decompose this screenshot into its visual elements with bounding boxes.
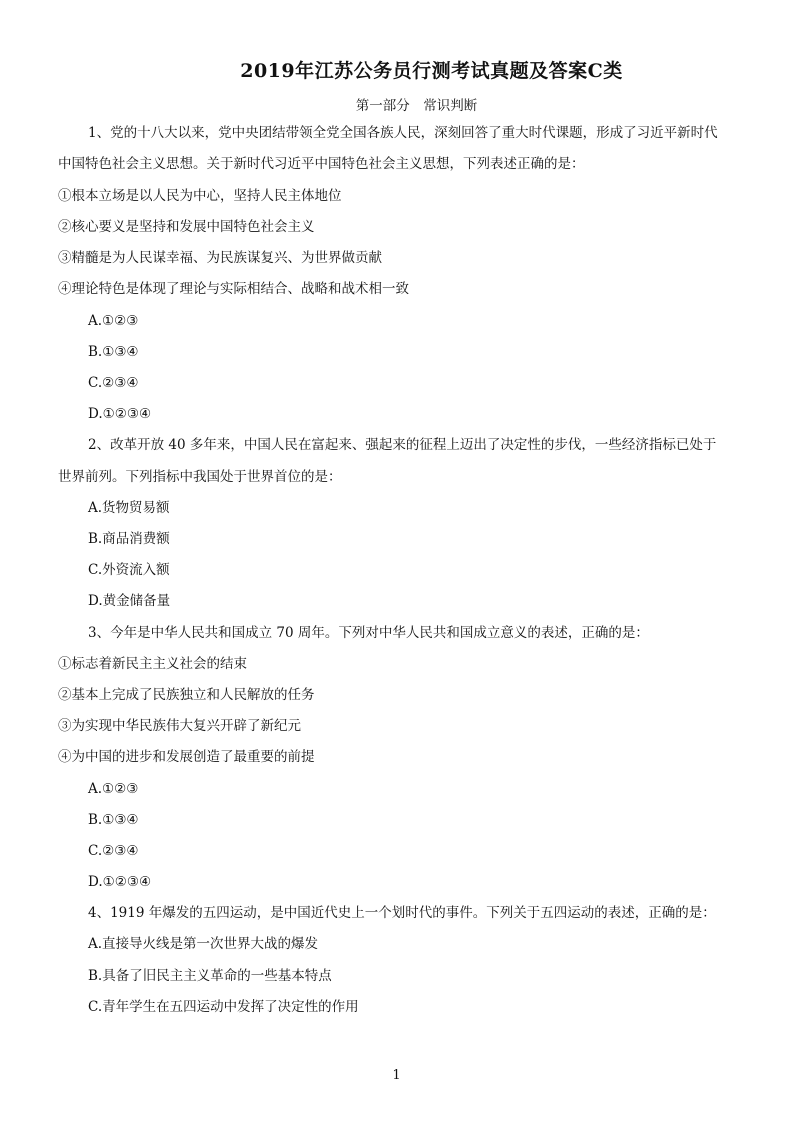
q3-statement-1: ①标志着新民主主义社会的结束 bbox=[58, 656, 247, 672]
q3-statement-4: ④为中国的进步和发展创造了最重要的前提 bbox=[58, 749, 315, 765]
q3-statement-2: ②基本上完成了民族独立和人民解放的任务 bbox=[58, 687, 315, 703]
q1-statement-2: ②核心要义是坚持和发展中国特色社会主义 bbox=[58, 219, 315, 235]
q2-stem-line2: 世界前列。下列指标中我国处于世界首位的是： bbox=[58, 469, 342, 485]
section-heading: 第一部分 常识判断 bbox=[355, 98, 478, 114]
q4-option-c: C.青年学生在五四运动中发挥了决定性的作用 bbox=[88, 999, 359, 1015]
q1-option-a: A.①②③ bbox=[88, 313, 139, 329]
q1-stem-line1: 1、党的十八大以来，党中央团结带领全党全国各族人民，深刻回答了重大时代课题，形成了习近平新时代 bbox=[88, 125, 718, 141]
q2-option-a: A.货物贸易额 bbox=[88, 500, 170, 516]
q4-stem-line1: 4、1919 年爆发的五四运动，是中国近代史上一个划时代的事件。下列关于五四运动的表述，正确的是： bbox=[88, 905, 716, 921]
q2-option-b: B.商品消费额 bbox=[88, 531, 170, 547]
q3-option-d: D.①②③④ bbox=[88, 874, 152, 890]
q3-option-b: B.①③④ bbox=[88, 812, 139, 828]
q2-option-c: C.外资流入额 bbox=[88, 562, 170, 578]
q1-statement-1: ①根本立场是以人民为中心，坚持人民主体地位 bbox=[58, 188, 342, 204]
q1-statement-3: ③精髓是为人民谋幸福、为民族谋复兴、为世界做贡献 bbox=[58, 250, 382, 266]
q3-statement-3: ③为实现中华民族伟大复兴开辟了新纪元 bbox=[58, 718, 301, 734]
q3-option-a: A.①②③ bbox=[88, 781, 139, 797]
document-title: 2019年江苏公务员行测考试真题及答案C类 bbox=[240, 60, 623, 82]
page-number: 1 bbox=[392, 1068, 401, 1083]
q1-option-d: D.①②③④ bbox=[88, 406, 152, 422]
q3-option-c: C.②③④ bbox=[88, 843, 139, 859]
q3-stem-line1: 3、今年是中华人民共和国成立 70 周年。下列对中华人民共和国成立意义的表述，正确的是： bbox=[88, 625, 649, 641]
q4-option-b: B.具备了旧民主主义革命的一些基本特点 bbox=[88, 968, 332, 984]
q1-option-b: B.①③④ bbox=[88, 344, 139, 360]
q2-option-d: D.黄金储备量 bbox=[88, 593, 171, 609]
q1-statement-4: ④理论特色是体现了理论与实际相结合、战略和战术相一致 bbox=[58, 281, 409, 297]
q1-stem-line2: 中国特色社会主义思想。关于新时代习近平中国特色社会主义思想，下列表述正确的是： bbox=[58, 156, 585, 172]
q4-option-a: A.直接导火线是第一次世界大战的爆发 bbox=[88, 936, 319, 952]
q2-stem-line1: 2、改革开放 40 多年来，中国人民在富起来、强起来的征程上迈出了决定性的步伐，一些经济指标已处于 bbox=[88, 437, 717, 453]
q1-option-c: C.②③④ bbox=[88, 375, 139, 391]
